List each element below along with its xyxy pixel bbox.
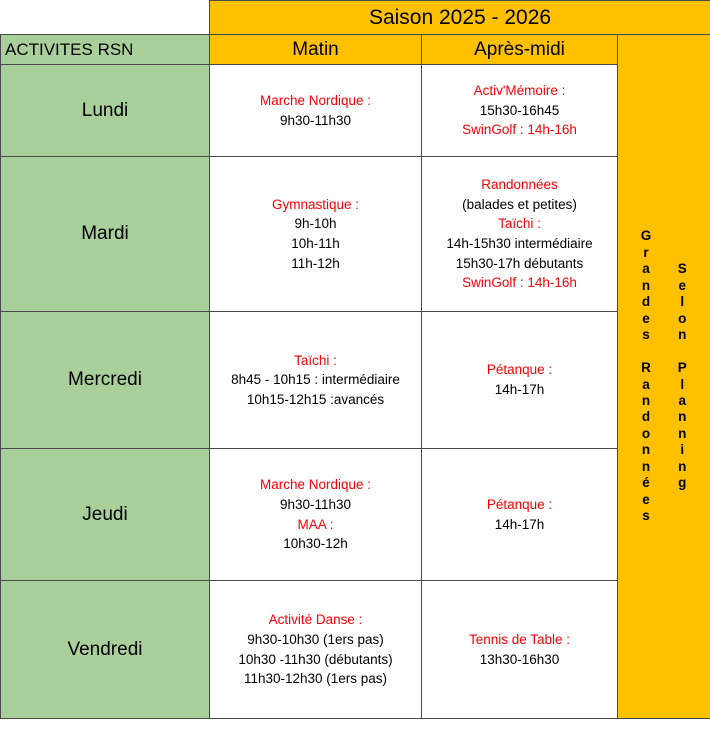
- slot-line: SwinGolf : 14h-16h: [462, 275, 577, 291]
- slot-line: 9h30-11h30: [279, 496, 352, 512]
- slot-line: (balades et petites): [462, 196, 577, 212]
- header-afternoon: Après-midi: [422, 35, 618, 65]
- header-row: [1, 35, 710, 65]
- day-label: Lundi: [1, 65, 210, 157]
- morning-slot: [210, 65, 422, 157]
- slot-line: 9h-10h: [294, 216, 337, 232]
- afternoon-slot: [422, 157, 618, 312]
- slot-line: 15h30-16h45: [479, 102, 560, 118]
- table-row: [1, 449, 710, 581]
- slot-line: 9h30-11h30: [279, 112, 352, 128]
- side-panel-left-word: G r a n d e s R a n d o n n é e s: [640, 228, 652, 524]
- day-label: Mardi: [1, 157, 210, 312]
- slot-line: Pétanque :: [486, 362, 553, 378]
- afternoon-slot: [422, 65, 618, 157]
- slot-line: 13h30-16h30: [479, 651, 560, 667]
- page-title: Saison 2025 - 2026: [210, 1, 710, 35]
- slot-line: 14h-15h30 intermédiaire: [446, 236, 593, 251]
- title-row: [1, 1, 710, 35]
- spacer-cell: [1, 1, 210, 35]
- slot-line: 15h30-17h débutants: [455, 255, 584, 271]
- slot-line: MAA :: [297, 516, 334, 532]
- slot-line: 10h15-12h15 :avancés: [246, 391, 385, 407]
- header-activities: ACTIVITES RSN: [1, 35, 210, 65]
- slot-line: Taïchi :: [498, 216, 541, 232]
- afternoon-slot: [422, 449, 618, 581]
- slot-line: Randonnées: [481, 177, 558, 193]
- side-panel: [618, 35, 710, 719]
- slot-line: 8h45 - 10h15 : intermédiaire: [231, 372, 400, 388]
- slot-line: 11h-12h: [291, 255, 340, 271]
- slot-line: Activ'Mémoire :: [473, 83, 566, 99]
- slot-line: 14h-17h: [494, 516, 545, 532]
- slot-line: 11h30-12h30 (1ers pas): [243, 671, 388, 687]
- afternoon-slot: [422, 312, 618, 449]
- table-row: [1, 157, 710, 312]
- morning-slot: [210, 449, 422, 581]
- slot-line: 10h30-12h: [283, 536, 348, 552]
- day-label: Jeudi: [1, 449, 210, 581]
- slot-line: 10h30 -11h30 (débutants): [238, 651, 393, 667]
- morning-slot: [210, 157, 422, 312]
- slot-line: Marche Nordique :: [259, 92, 372, 108]
- morning-slot: [210, 581, 422, 719]
- table-row: [1, 312, 710, 449]
- slot-line: SwinGolf : 14h-16h: [462, 122, 577, 138]
- slot-line: Marche Nordique :: [259, 477, 372, 493]
- slot-line: Taïchi :: [294, 352, 337, 368]
- day-label: Vendredi: [1, 581, 210, 719]
- slot-line: Pétanque :: [486, 496, 553, 512]
- table-row: [1, 65, 710, 157]
- slot-line: Activité Danse :: [268, 612, 363, 628]
- morning-slot: [210, 312, 422, 449]
- header-morning: Matin: [210, 35, 422, 65]
- slot-line: Gymnastique :: [271, 196, 360, 212]
- afternoon-slot: [422, 581, 618, 719]
- table-row: [1, 581, 710, 719]
- slot-line: 10h-11h: [291, 236, 340, 251]
- slot-line: 9h30-10h30 (1ers pas): [247, 631, 384, 647]
- side-panel-right-word: S e l o n P l a n n i n g: [677, 261, 688, 491]
- slot-line: 14h-17h: [494, 382, 545, 397]
- day-label: Mercredi: [1, 312, 210, 449]
- slot-line: Tennis de Table :: [468, 631, 571, 647]
